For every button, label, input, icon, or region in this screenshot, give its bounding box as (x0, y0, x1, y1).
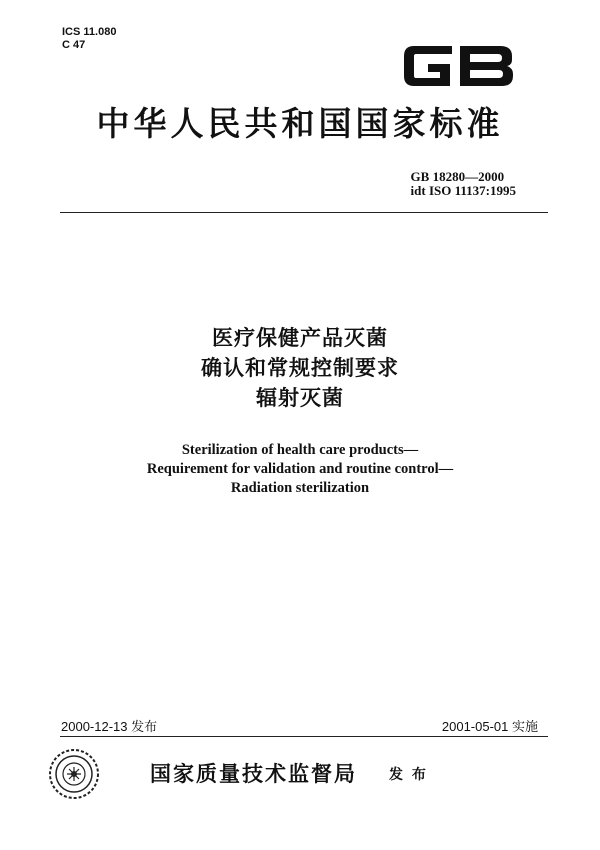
ics-code: ICS 11.080 (62, 26, 117, 38)
chinese-title-line-2: 确认和常规控制要求 (201, 356, 399, 380)
chinese-title-line-3: 辐射灭菌 (256, 386, 344, 410)
national-standard-title: 中华人民共和国国家标准 (96, 104, 504, 143)
english-title-line-1: Sterilization of health care products— (181, 442, 419, 458)
gb-logo (400, 40, 518, 92)
classification-codes (62, 26, 116, 52)
chinese-title (0, 323, 600, 413)
bottom-divider (60, 736, 548, 737)
issuing-authority: 国家质量技术监督局 (150, 762, 357, 786)
standard-codes (411, 170, 516, 198)
publish-label: 发 布 (389, 767, 428, 783)
english-title-line-3: Radiation sterilization (230, 480, 370, 496)
ccs-code: C 47 (62, 39, 86, 51)
implementation-date: 2001-05-01 实施 (441, 719, 538, 734)
issue-date: 2000-12-13 发布 (61, 719, 158, 734)
chinese-title-line-1: 医疗保健产品灭菌 (212, 326, 388, 350)
english-title-line-2: Requirement for validation and routine control— (146, 461, 454, 477)
standard-number: GB 18280—2000 (410, 169, 505, 184)
seal-icon (47, 747, 101, 801)
english-title (0, 441, 600, 498)
iso-equivalence: idt ISO 11137:1995 (410, 183, 516, 198)
top-divider (60, 212, 548, 213)
